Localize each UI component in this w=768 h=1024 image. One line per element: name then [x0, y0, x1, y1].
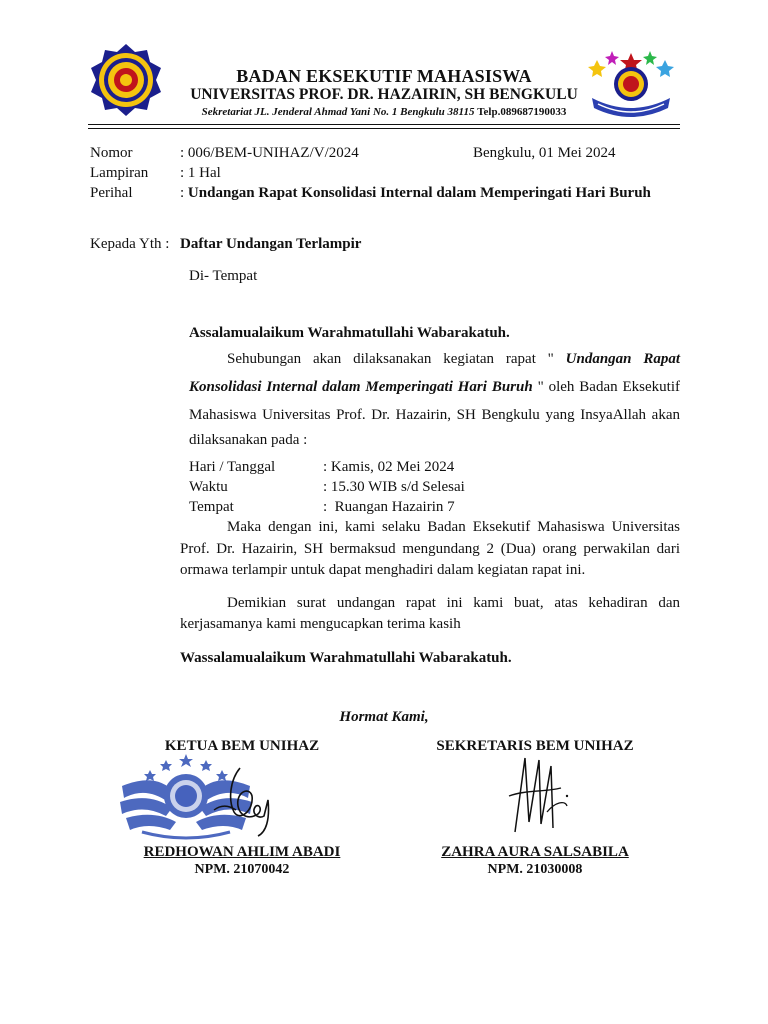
paragraph2-line1: Maka dengan ini, kami selaku Badan Eksekutif Mahasiswa Universitas [227, 519, 680, 535]
schedule-time-label: Waktu [189, 479, 228, 495]
perihal-value: Undangan Rapat Konsolidasi Internal dalam Memperingati Hari Buruh [187, 185, 651, 201]
schedule-place-label: Tempat [189, 499, 234, 515]
paragraph1-line3: Mahasiswa Universitas Prof. Dr. Hazairin, SH Bengkulu yang InsyaAllah akan [189, 407, 680, 423]
paragraph3-line2: kerjasamanya kami mengucapkan terima kasih [180, 616, 461, 632]
perihal-colon: : [180, 185, 185, 201]
right-signer-title: SEKRETARIS BEM UNIHAZ [436, 738, 634, 754]
right-signer-npm: NPM. 21030008 [487, 862, 583, 877]
paragraph1-line1 [227, 349, 680, 369]
paragraph1-line2 [189, 377, 680, 397]
p1-line1-text: Sehubungan akan dilaksanakan kegiatan rapat " [227, 351, 554, 367]
schedule-time-value: : 15.30 WIB s/d Selesai [323, 479, 465, 495]
greeting: Assalamualaikum Warahmatullahi Wabarakatuh. [189, 325, 510, 341]
letterhead-rule-thick [88, 124, 680, 125]
schedule-place-value: : Ruangan Hazairin 7 [323, 499, 455, 515]
right-signature-icon [495, 752, 585, 842]
perihal-line [180, 183, 651, 203]
paragraph2-line2: Prof. Dr. Hazairin, SH bermaksud mengundang 2 (Dua) orang perwakilan dari [180, 541, 680, 557]
left-signer-npm: NPM. 21070042 [194, 862, 290, 877]
p1-line1-emphasis: Undangan Rapat [565, 351, 680, 367]
letterhead-university: UNIVERSITAS PROF. DR. HAZAIRIN, SH BENGKULU [190, 86, 578, 103]
letterhead-address-line [0, 106, 768, 118]
left-signer-title: KETUA BEM UNIHAZ [164, 738, 320, 754]
letterhead-phone: Telp.089687190033 [477, 106, 567, 118]
closing: Wassalamualaikum Warahmatullahi Wabarakatuh. [180, 650, 512, 666]
place-date: Bengkulu, 01 Mei 2024 [473, 145, 616, 161]
right-signer-name: ZAHRA AURA SALSABILA [441, 844, 629, 860]
nomor-value: : 006/BEM-UNIHAZ/V/2024 [180, 145, 359, 161]
lampiran-label: Lampiran [90, 165, 149, 181]
paragraph2-line3: ormawa terlampir untuk dapat menghadiri dalam kegiatan rapat ini. [180, 562, 586, 578]
recipient-value: Daftar Undangan Terlampir [180, 236, 362, 252]
left-signer-name: REDHOWAN AHLIM ABADI [143, 844, 341, 860]
nomor-label: Nomor [90, 145, 133, 161]
p1-line2-emphasis: Konsolidasi Internal dalam Memperingati Hari Buruh [189, 379, 533, 395]
paragraph3-line1: Demikian surat undangan rapat ini kami buat, atas kehadiran dan [227, 595, 680, 611]
p1-line2-text: " oleh Badan Eksekutif [537, 379, 680, 395]
letterhead-rule-thin [88, 128, 680, 129]
lampiran-value: : 1 Hal [180, 165, 221, 181]
schedule-day-label: Hari / Tanggal [189, 459, 276, 475]
letterhead-org: BADAN EKSEKUTIF MAHASISWA [236, 66, 532, 86]
letterhead-address: Sekretariat JL. Jenderal Ahmad Yani No. 1 Bengkulu 38115 [201, 106, 475, 118]
recipient-place: Di- Tempat [189, 268, 258, 284]
paragraph1-line4: dilaksanakan pada : [189, 432, 308, 448]
regards: Hormat Kami, [339, 709, 429, 725]
left-signature-icon [200, 760, 280, 840]
perihal-label: Perihal [90, 185, 133, 201]
recipient-label: Kepada Yth : [90, 236, 170, 252]
schedule-day-value: : Kamis, 02 Mei 2024 [323, 459, 455, 475]
